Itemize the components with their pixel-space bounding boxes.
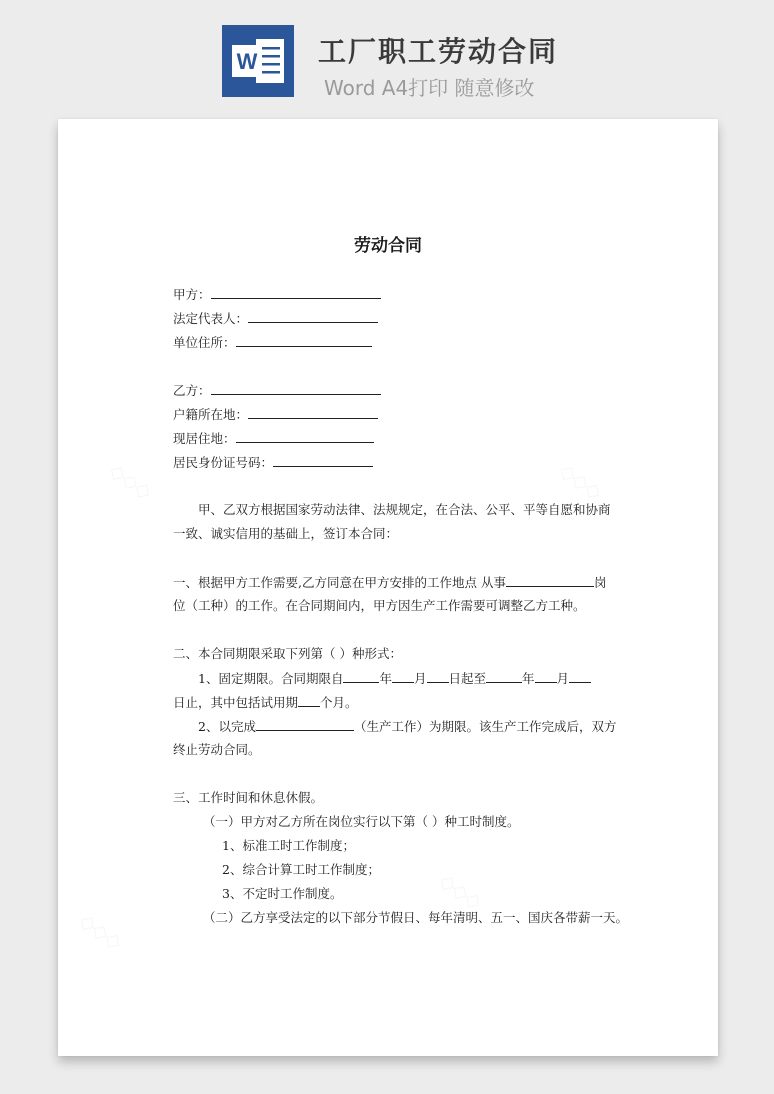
end-month-blank[interactable] [535, 669, 557, 683]
party-b-label: 乙方： [173, 383, 211, 398]
id-number-blank[interactable] [273, 453, 373, 467]
word-document-icon [222, 25, 294, 97]
month-text: 月 [413, 671, 427, 686]
residence-label: 现居住地： [173, 431, 236, 446]
section2-item2-line2: 终止劳动合同。 [173, 742, 261, 757]
watermark [555, 458, 607, 504]
banner-title: 工厂职工劳动合同 [318, 35, 559, 68]
start-day-blank[interactable] [427, 669, 449, 683]
section1-text-end: 岗 [593, 575, 607, 590]
party-b-line [173, 381, 381, 400]
legal-rep-blank[interactable] [248, 309, 378, 323]
document-page [58, 119, 718, 1056]
section2-item1-line2 [173, 693, 358, 712]
watermark [435, 868, 487, 914]
section2-heading: 二、本合同期限采取下列第（ ）种形式： [173, 646, 402, 661]
work-blank[interactable] [256, 717, 354, 731]
month-text: 月 [556, 671, 570, 686]
legal-rep-label: 法定代表人： [173, 311, 249, 326]
unit-address-line [173, 333, 372, 352]
watermark [75, 908, 127, 954]
item1-text: 1、固定期限。合同期限自 [198, 671, 344, 686]
intro-line-2: 一致、诚实信用的基础上，签订本合同： [173, 526, 399, 541]
probation-blank[interactable] [298, 693, 320, 707]
item2-text-end: （生产工作）为期限。该生产工作完成后，双方 [353, 719, 617, 734]
section1-line-2: 位（工种）的工作。在合同期间内，甲方因生产工作需要可调整乙方工种。 [173, 598, 586, 613]
party-a-label: 甲方： [173, 287, 211, 302]
unit-address-label: 单位住所： [173, 335, 236, 350]
household-label: 户籍所在地： [173, 407, 249, 422]
section3-heading: 三、工作时间和休息休假。 [173, 790, 324, 805]
document-title: 劳动合同 [354, 236, 422, 256]
end-year-blank[interactable] [486, 669, 522, 683]
section3-option3: 3、不定时工作制度。 [222, 886, 343, 901]
start-year-blank[interactable] [343, 669, 379, 683]
section1-text: 一、根据甲方工作需要,乙方同意在甲方安排的工作地点 从事 [173, 575, 506, 590]
item2-text: 2、以完成 [198, 719, 256, 734]
id-number-line [173, 453, 373, 472]
party-a-line [173, 285, 381, 304]
section3-sub1: （一）甲方对乙方所在岗位实行以下第（ ）种工时制度。 [203, 814, 520, 829]
word-icon-letter: W [236, 49, 258, 74]
job-blank[interactable] [506, 573, 594, 587]
start-text: 日起至 [448, 671, 487, 686]
section2-item2 [198, 717, 616, 736]
watermark [105, 458, 157, 504]
year-text: 年 [379, 671, 392, 686]
section1-line-1 [173, 573, 606, 592]
id-number-label: 居民身份证号码： [173, 455, 274, 470]
section3-sub2: （二）乙方享受法定的以下部分节假日、每年清明、五一、国庆各带薪一天。 [203, 910, 629, 925]
party-b-blank[interactable] [211, 381, 381, 395]
section3-option2: 2、综合计算工时工作制度； [222, 862, 380, 877]
banner-subtitle: Word A4打印 随意修改 [324, 76, 535, 100]
end-day-blank[interactable] [569, 669, 591, 683]
start-month-blank[interactable] [392, 669, 414, 683]
residence-line [173, 429, 374, 448]
legal-rep-line [173, 309, 378, 328]
party-a-blank[interactable] [211, 285, 381, 299]
household-line [173, 405, 378, 424]
probation-text: 日止，其中包括试用期 [173, 695, 299, 710]
header-banner [0, 0, 774, 118]
household-blank[interactable] [248, 405, 378, 419]
intro-line-1: 甲、乙双方根据国家劳动法律、法规规定，在合法、公平、平等自愿和协商 [198, 502, 611, 517]
probation-unit: 个月。 [320, 695, 358, 710]
section3-option1: 1、标准工时工作制度； [222, 838, 355, 853]
residence-blank[interactable] [236, 429, 374, 443]
section2-item1 [198, 669, 591, 688]
year-text: 年 [522, 671, 535, 686]
unit-address-blank[interactable] [236, 333, 372, 347]
